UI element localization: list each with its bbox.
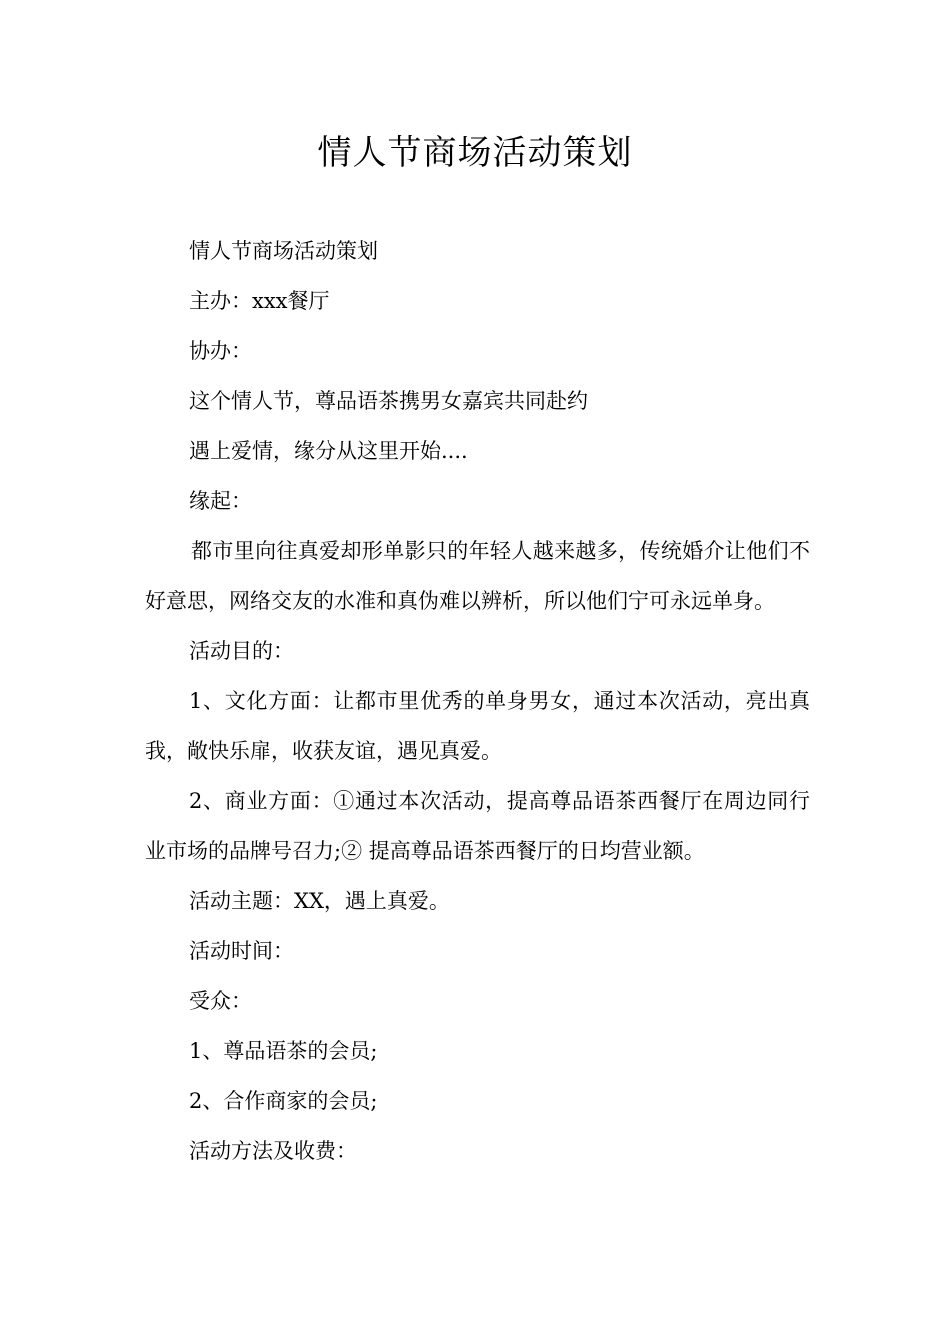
paragraph-purpose-culture: 1、文化方面：让都市里优秀的单身男女，通过本次活动，亮出真我，敞快乐扉，收获友谊，遇见真爱。 (145, 689, 810, 763)
paragraph-subtitle: 情人节商场活动策划 (189, 239, 378, 263)
paragraph-audience-partners: 2、合作商家的会员; (189, 1089, 378, 1113)
paragraph-audience-heading: 受众： (189, 989, 252, 1013)
paragraph-purpose-heading: 活动目的： (189, 639, 294, 663)
paragraph-tagline: 遇上爱情，缘分从这里开始.... (189, 439, 468, 463)
paragraph-origin-heading: 缘起： (189, 489, 252, 513)
document-title: 情人节商场活动策划 (317, 133, 633, 173)
paragraph-invitation: 这个情人节，尊品语茶携男女嘉宾共同赴约 (189, 389, 588, 413)
paragraph-time: 活动时间： (189, 939, 294, 963)
document-body (145, 226, 810, 1176)
paragraph-theme: 活动主题：XX，遇上真爱。 (189, 889, 450, 913)
paragraph-co-host: 协办： (189, 339, 252, 363)
paragraph-audience-members: 1、尊品语茶的会员; (189, 1039, 378, 1063)
paragraph-origin-text: 都市里向往真爱却形单影只的年轻人越来越多，传统婚介让他们不好意思，网络交友的水准和真伪难以辨析，所以他们宁可永远单身。 (145, 539, 810, 613)
paragraph-method-heading: 活动方法及收费： (189, 1139, 357, 1163)
paragraph-purpose-business: 2、商业方面：①通过本次活动，提高尊品语茶西餐厅在周边同行业市场的品牌号召力;② 提高尊品语茶西餐厅的日均营业额。 (145, 789, 810, 863)
paragraph-host: 主办：xxx餐厅 (189, 289, 330, 313)
